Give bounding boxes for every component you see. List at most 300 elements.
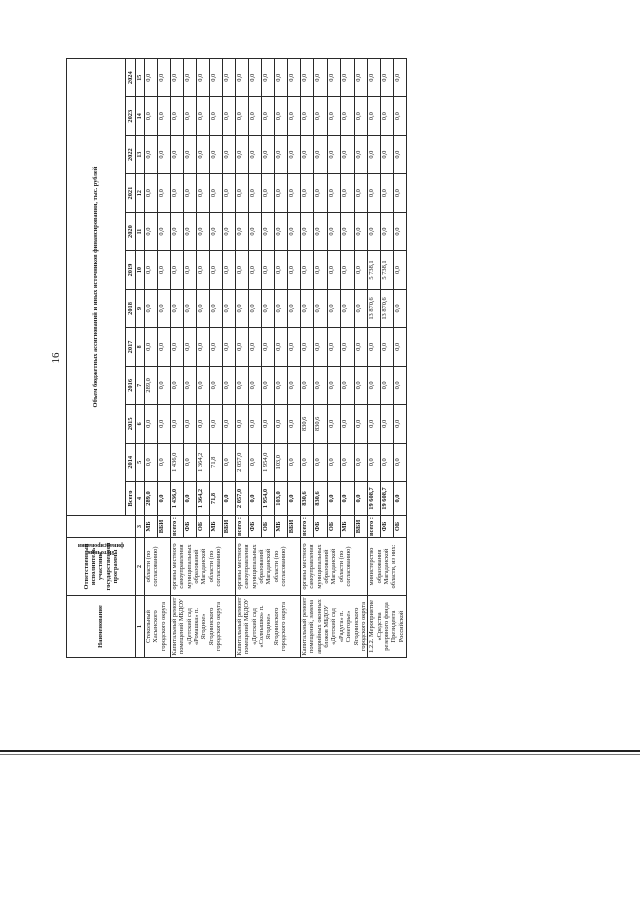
cell-year-value: 830,6 (314, 405, 327, 443)
cell-year-value: 0,0 (354, 405, 367, 443)
cell-year-value: 0,0 (381, 443, 394, 481)
cell-total: 289,0 (145, 482, 158, 516)
cell-year-value: 0,0 (262, 289, 275, 327)
cell-source: ВБИ (158, 516, 171, 538)
cell-year-value: 0,0 (381, 366, 394, 404)
cell-year-value: 0,0 (171, 174, 184, 212)
cell-total: 0,0 (249, 482, 262, 516)
cell-year-value: 0,0 (354, 443, 367, 481)
cell-year-value: 0,0 (275, 135, 288, 173)
cell-year-value: 0,0 (210, 212, 223, 250)
cell-year-value: 0,0 (249, 135, 262, 173)
cell-year-value: 0,0 (394, 212, 407, 250)
cell-year-value: 0,0 (327, 251, 340, 289)
cell-responsible: органы местного самоуправления муниципальных образований Магаданской области (по согласованию) (236, 538, 301, 596)
financing-table (66, 58, 407, 658)
cell-year-value: 0,0 (171, 135, 184, 173)
cell-source: ФБ (249, 516, 262, 538)
cell-total: 0,0 (341, 482, 354, 516)
cell-year-value: 0,0 (197, 251, 210, 289)
cell-total: 2 057,0 (236, 482, 249, 516)
header-source: Источник финансирования (67, 516, 136, 538)
column-number: 13 (136, 135, 145, 173)
cell-year-value: 0,0 (249, 174, 262, 212)
cell-year-value: 0,0 (197, 59, 210, 97)
cell-year-value: 0,0 (197, 366, 210, 404)
cell-year-value: 0,0 (327, 212, 340, 250)
cell-year-value: 0,0 (210, 289, 223, 327)
cell-year-value: 0,0 (394, 59, 407, 97)
cell-year-value: 0,0 (249, 289, 262, 327)
cell-total: 0,0 (223, 482, 236, 516)
header-year: 2016 (126, 366, 136, 404)
cell-year-value: 0,0 (341, 251, 354, 289)
cell-year-value: 5 738,1 (381, 251, 394, 289)
cell-year-value: 0,0 (262, 135, 275, 173)
cell-year-value: 0,0 (145, 212, 158, 250)
cell-year-value: 1 436,0 (171, 443, 184, 481)
cell-year-value: 0,0 (171, 212, 184, 250)
cell-year-value: 0,0 (184, 366, 197, 404)
cell-year-value: 0,0 (301, 135, 314, 173)
cell-year-value: 0,0 (197, 328, 210, 366)
column-number: 11 (136, 212, 145, 250)
cell-total: 0,0 (158, 482, 171, 516)
table-body (145, 59, 407, 658)
cell-year-value: 0,0 (368, 212, 381, 250)
table-row (368, 59, 381, 658)
cell-year-value: 0,0 (314, 251, 327, 289)
cell-year-value: 0,0 (341, 59, 354, 97)
cell-year-value: 0,0 (341, 405, 354, 443)
column-number: 7 (136, 366, 145, 404)
column-number: 14 (136, 97, 145, 135)
cell-year-value: 0,0 (223, 405, 236, 443)
cell-year-value: 0,0 (158, 212, 171, 250)
rotated-page (50, 58, 580, 658)
column-number: 9 (136, 289, 145, 327)
cell-year-value: 0,0 (145, 135, 158, 173)
cell-year-value: 0,0 (314, 135, 327, 173)
cell-year-value: 0,0 (354, 174, 367, 212)
cell-year-value: 2 057,0 (236, 443, 249, 481)
cell-year-value: 0,0 (236, 97, 249, 135)
cell-year-value: 0,0 (327, 328, 340, 366)
cell-year-value: 0,0 (354, 97, 367, 135)
cell-year-value: 5 738,1 (368, 251, 381, 289)
cell-year-value: 0,0 (236, 251, 249, 289)
cell-year-value: 0,0 (236, 135, 249, 173)
cell-year-value: 0,0 (275, 328, 288, 366)
cell-year-value: 0,0 (275, 97, 288, 135)
cell-year-value: 289,0 (145, 366, 158, 404)
table-row (301, 59, 314, 658)
cell-year-value: 0,0 (394, 443, 407, 481)
cell-year-value: 0,0 (236, 59, 249, 97)
cell-year-value: 0,0 (171, 289, 184, 327)
cell-year-value: 0,0 (368, 174, 381, 212)
cell-year-value: 0,0 (145, 289, 158, 327)
cell-year-value: 0,0 (171, 59, 184, 97)
cell-year-value: 0,0 (184, 135, 197, 173)
cell-year-value: 0,0 (368, 366, 381, 404)
cell-year-value: 0,0 (288, 135, 301, 173)
cell-year-value: 0,0 (145, 174, 158, 212)
cell-year-value: 0,0 (288, 366, 301, 404)
cell-year-value: 0,0 (262, 251, 275, 289)
cell-year-value: 0,0 (158, 135, 171, 173)
cell-year-value: 0,0 (184, 174, 197, 212)
cell-year-value: 0,0 (275, 174, 288, 212)
cell-year-value: 0,0 (327, 366, 340, 404)
cell-source: ОБ (197, 516, 210, 538)
cell-year-value: 0,0 (262, 328, 275, 366)
header-year: 2021 (126, 174, 136, 212)
cell-year-value: 0,0 (341, 97, 354, 135)
cell-year-value: 0,0 (249, 405, 262, 443)
cell-total: 1 954,0 (262, 482, 275, 516)
cell-name: Капитальный ремонт помещений МБДОУ «Детский сад «Ромашка» п. Ягодное» Ягоднинского городского округа (171, 596, 236, 658)
cell-source: МБ (210, 516, 223, 538)
cell-total: 0,0 (288, 482, 301, 516)
cell-total: 1 364,2 (197, 482, 210, 516)
column-number: 5 (136, 443, 145, 481)
cell-year-value: 13 870,6 (381, 289, 394, 327)
header-year: 2014 (126, 443, 136, 481)
cell-year-value: 0,0 (394, 174, 407, 212)
table-row (145, 59, 158, 658)
cell-year-value: 0,0 (354, 366, 367, 404)
cell-year-value: 0,0 (368, 405, 381, 443)
cell-year-value: 0,0 (158, 174, 171, 212)
cell-year-value: 0,0 (249, 251, 262, 289)
header-name: Наименование (67, 596, 136, 658)
cell-name: 1.2.2. Мероприятие «Средства резервного фонда Президента Российской (368, 596, 407, 658)
cell-year-value: 0,0 (341, 289, 354, 327)
cell-total: 0,0 (184, 482, 197, 516)
cell-year-value: 0,0 (314, 289, 327, 327)
cell-year-value: 0,0 (210, 366, 223, 404)
cell-year-value: 0,0 (275, 289, 288, 327)
cell-year-value: 0,0 (394, 366, 407, 404)
cell-year-value: 0,0 (288, 59, 301, 97)
cell-year-value: 0,0 (354, 59, 367, 97)
column-number: 15 (136, 59, 145, 97)
cell-year-value: 0,0 (262, 97, 275, 135)
cell-source: ОБ (262, 516, 275, 538)
cell-year-value: 0,0 (158, 251, 171, 289)
cell-year-value: 0,0 (223, 366, 236, 404)
cell-year-value: 0,0 (301, 251, 314, 289)
column-numbers-row (136, 59, 145, 658)
cell-year-value: 0,0 (184, 251, 197, 289)
cell-year-value: 0,0 (171, 97, 184, 135)
cell-year-value: 0,0 (158, 289, 171, 327)
cell-year-value: 0,0 (327, 443, 340, 481)
cell-year-value: 0,0 (301, 366, 314, 404)
cell-total: 830,6 (314, 482, 327, 516)
cell-year-value: 0,0 (145, 405, 158, 443)
cell-total: 0,0 (394, 482, 407, 516)
cell-year-value: 0,0 (184, 443, 197, 481)
cell-year-value: 0,0 (341, 212, 354, 250)
cell-year-value: 0,0 (301, 443, 314, 481)
cell-year-value: 0,0 (223, 443, 236, 481)
cell-source: ОБ (327, 516, 340, 538)
cell-source: всего : (171, 516, 184, 538)
cell-year-value: 0,0 (327, 405, 340, 443)
cell-total: 19 608,7 (381, 482, 394, 516)
column-number: 8 (136, 328, 145, 366)
column-number: 12 (136, 174, 145, 212)
cell-year-value: 0,0 (288, 251, 301, 289)
column-number: 6 (136, 405, 145, 443)
cell-year-value: 0,0 (381, 174, 394, 212)
header-year: 2024 (126, 59, 136, 97)
cell-year-value: 0,0 (197, 135, 210, 173)
cell-year-value: 0,0 (210, 328, 223, 366)
column-number: 4 (136, 482, 145, 516)
cell-year-value: 0,0 (249, 59, 262, 97)
cell-year-value: 0,0 (314, 366, 327, 404)
cell-year-value: 0,0 (262, 366, 275, 404)
cell-name: Капитальный ремонт помещений МБДОУ «Детский сад «Солнышко» п. Ягодное» Ягоднинского городского округа (236, 596, 301, 658)
page-number: 16 (50, 352, 62, 364)
cell-year-value: 0,0 (158, 366, 171, 404)
cell-year-value: 0,0 (184, 59, 197, 97)
cell-year-value: 0,0 (223, 135, 236, 173)
cell-year-value: 0,0 (184, 289, 197, 327)
cell-year-value: 0,0 (249, 212, 262, 250)
cell-year-value: 0,0 (354, 251, 367, 289)
column-number: 1 (136, 596, 145, 658)
cell-year-value: 0,0 (184, 97, 197, 135)
cell-year-value: 0,0 (381, 405, 394, 443)
cell-year-value: 0,0 (314, 328, 327, 366)
cell-year-value: 0,0 (381, 212, 394, 250)
cell-year-value: 0,0 (394, 289, 407, 327)
header-year: 2017 (126, 328, 136, 366)
cell-year-value: 1 364,2 (197, 443, 210, 481)
cell-year-value: 0,0 (327, 135, 340, 173)
cell-source: ФБ (314, 516, 327, 538)
cell-source: ВБИ (288, 516, 301, 538)
cell-year-value: 0,0 (394, 405, 407, 443)
cell-name: Капитальный ремонт помещений, замена аварийных оконных блоков МБДОУ «Детский сад «Радуга» п. Синегорье» Ягоднинского городского округа (301, 596, 368, 658)
cell-year-value: 0,0 (368, 97, 381, 135)
cell-year-value: 0,0 (341, 174, 354, 212)
cell-year-value: 0,0 (262, 59, 275, 97)
cell-year-value: 0,0 (158, 405, 171, 443)
cell-year-value: 0,0 (184, 405, 197, 443)
cell-year-value: 0,0 (314, 59, 327, 97)
cell-year-value: 0,0 (354, 328, 367, 366)
cell-source: ВБИ (223, 516, 236, 538)
cell-year-value: 0,0 (223, 289, 236, 327)
cell-year-value: 0,0 (381, 328, 394, 366)
cell-year-value: 0,0 (197, 97, 210, 135)
cell-source: всего : (368, 516, 381, 538)
cell-source: МБ (275, 516, 288, 538)
cell-year-value: 830,6 (301, 405, 314, 443)
cell-total: 71,8 (210, 482, 223, 516)
cell-year-value: 0,0 (223, 59, 236, 97)
cell-year-value: 0,0 (210, 135, 223, 173)
cell-source: всего : (236, 516, 249, 538)
cell-year-value: 0,0 (394, 97, 407, 135)
cell-year-value: 0,0 (327, 97, 340, 135)
cell-year-value: 0,0 (262, 174, 275, 212)
cell-year-value: 0,0 (145, 328, 158, 366)
cell-year-value: 0,0 (236, 328, 249, 366)
cell-year-value: 0,0 (171, 251, 184, 289)
cell-year-value: 0,0 (236, 174, 249, 212)
cell-year-value: 0,0 (288, 212, 301, 250)
cell-year-value: 0,0 (262, 212, 275, 250)
cell-year-value: 0,0 (341, 443, 354, 481)
cell-year-value: 0,0 (301, 328, 314, 366)
cell-year-value: 0,0 (158, 59, 171, 97)
cell-year-value: 0,0 (158, 97, 171, 135)
cell-year-value: 0,0 (223, 212, 236, 250)
cell-year-value: 0,0 (368, 59, 381, 97)
cell-year-value: 103,0 (275, 443, 288, 481)
horizontal-rule-thin (0, 754, 640, 755)
cell-source: МБ (145, 516, 158, 538)
cell-total: 1 436,0 (171, 482, 184, 516)
column-number: 3 (136, 516, 145, 538)
table-row (171, 59, 184, 658)
cell-year-value: 0,0 (341, 328, 354, 366)
column-number: 10 (136, 251, 145, 289)
cell-year-value: 0,0 (210, 405, 223, 443)
cell-year-value: 0,0 (301, 289, 314, 327)
cell-year-value: 0,0 (314, 212, 327, 250)
header-volume: Объем бюджетных ассигнований и иных источников финансирования, тыс. рублей (67, 59, 126, 516)
header-year: 2022 (126, 135, 136, 173)
cell-total: 19 608,7 (368, 482, 381, 516)
cell-year-value: 0,0 (223, 251, 236, 289)
cell-year-value: 0,0 (275, 366, 288, 404)
header-year: 2015 (126, 405, 136, 443)
cell-year-value: 0,0 (301, 212, 314, 250)
cell-year-value: 0,0 (341, 135, 354, 173)
cell-year-value: 0,0 (184, 328, 197, 366)
cell-year-value: 0,0 (275, 251, 288, 289)
cell-source: ФБ (184, 516, 197, 538)
table-row (236, 59, 249, 658)
header-total: Всего (126, 482, 136, 516)
cell-year-value: 0,0 (381, 135, 394, 173)
cell-year-value: 0,0 (354, 289, 367, 327)
cell-year-value: 0,0 (197, 289, 210, 327)
cell-year-value: 0,0 (223, 328, 236, 366)
cell-year-value: 0,0 (301, 59, 314, 97)
cell-year-value: 0,0 (288, 289, 301, 327)
cell-year-value: 0,0 (236, 405, 249, 443)
cell-year-value: 0,0 (171, 328, 184, 366)
cell-year-value: 0,0 (381, 59, 394, 97)
cell-year-value: 0,0 (197, 405, 210, 443)
cell-year-value: 0,0 (197, 174, 210, 212)
cell-year-value: 71,8 (210, 443, 223, 481)
cell-source: всего : (301, 516, 314, 538)
cell-year-value: 0,0 (145, 251, 158, 289)
cell-responsible: органы местного самоуправления муниципальных образований Магаданской области (по согласованию) (171, 538, 236, 596)
cell-year-value: 0,0 (301, 97, 314, 135)
cell-year-value: 0,0 (327, 289, 340, 327)
cell-year-value: 0,0 (368, 443, 381, 481)
cell-year-value: 0,0 (288, 174, 301, 212)
cell-year-value: 0,0 (171, 366, 184, 404)
header-year: 2019 (126, 251, 136, 289)
cell-year-value: 0,0 (381, 97, 394, 135)
cell-year-value: 0,0 (394, 135, 407, 173)
cell-total: 830,6 (301, 482, 314, 516)
cell-year-value: 0,0 (368, 328, 381, 366)
cell-name: Стекольный Хасынского городского округа (145, 596, 171, 658)
cell-year-value: 0,0 (210, 174, 223, 212)
cell-year-value: 0,0 (210, 251, 223, 289)
cell-year-value: 0,0 (288, 405, 301, 443)
cell-year-value: 0,0 (158, 328, 171, 366)
cell-year-value: 0,0 (288, 328, 301, 366)
cell-source: МБ (341, 516, 354, 538)
cell-total: 0,0 (354, 482, 367, 516)
cell-year-value: 0,0 (236, 289, 249, 327)
cell-year-value: 0,0 (327, 59, 340, 97)
cell-year-value: 0,0 (275, 405, 288, 443)
cell-source: ФБ (381, 516, 394, 538)
cell-year-value: 0,0 (262, 405, 275, 443)
cell-year-value: 1 954,0 (262, 443, 275, 481)
cell-year-value: 0,0 (171, 405, 184, 443)
header-year: 2023 (126, 97, 136, 135)
cell-year-value: 0,0 (394, 251, 407, 289)
horizontal-rule (0, 750, 640, 752)
cell-year-value: 0,0 (210, 97, 223, 135)
cell-year-value: 0,0 (288, 443, 301, 481)
cell-responsible: области (по согласованию) (145, 538, 171, 596)
cell-source: ОБ (394, 516, 407, 538)
cell-year-value: 0,0 (249, 328, 262, 366)
cell-year-value: 0,0 (145, 59, 158, 97)
cell-year-value: 0,0 (197, 212, 210, 250)
cell-total: 0,0 (327, 482, 340, 516)
cell-year-value: 0,0 (354, 135, 367, 173)
cell-year-value: 0,0 (145, 443, 158, 481)
column-number: 2 (136, 538, 145, 596)
cell-year-value: 0,0 (236, 212, 249, 250)
cell-year-value: 0,0 (288, 97, 301, 135)
cell-year-value: 0,0 (249, 97, 262, 135)
cell-year-value: 0,0 (210, 59, 223, 97)
cell-year-value: 0,0 (368, 135, 381, 173)
cell-source: ВБИ (354, 516, 367, 538)
cell-year-value: 0,0 (301, 174, 314, 212)
cell-year-value: 0,0 (184, 212, 197, 250)
cell-year-value: 0,0 (314, 174, 327, 212)
cell-year-value: 0,0 (223, 174, 236, 212)
cell-year-value: 13 870,6 (368, 289, 381, 327)
cell-year-value: 0,0 (327, 174, 340, 212)
cell-responsible: министерство образования Магаданской области, из них: (368, 538, 407, 596)
cell-year-value: 0,0 (394, 328, 407, 366)
cell-year-value: 0,0 (275, 59, 288, 97)
cell-year-value: 0,0 (275, 212, 288, 250)
cell-year-value: 0,0 (223, 97, 236, 135)
cell-year-value: 0,0 (145, 97, 158, 135)
